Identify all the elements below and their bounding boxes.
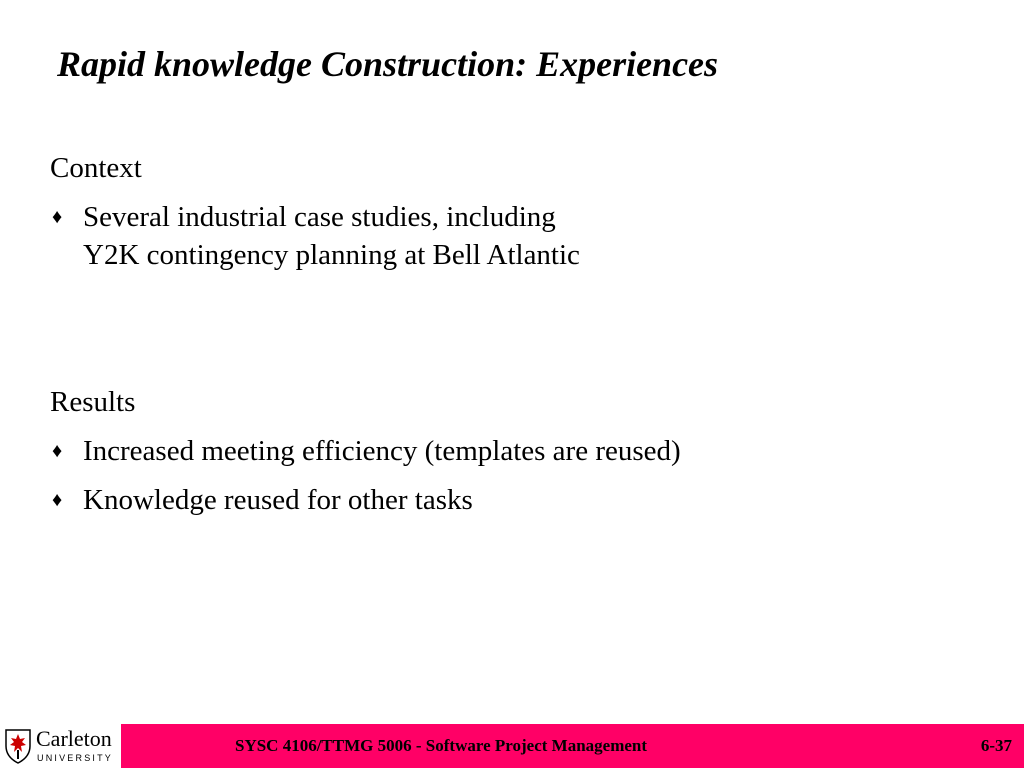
bullet-text bbox=[83, 198, 580, 274]
bullet-line: Several industrial case studies, including bbox=[83, 201, 556, 233]
bullet-line: Y2K contingency planning at Bell Atlantic bbox=[83, 239, 580, 271]
bullet-text bbox=[83, 432, 681, 470]
diamond-bullet-icon: ♦ bbox=[52, 489, 63, 511]
diamond-bullet-icon: ♦ bbox=[52, 206, 63, 228]
bullet-line: Knowledge reused for other tasks bbox=[83, 484, 473, 516]
diamond-bullet-icon: ♦ bbox=[52, 440, 63, 462]
section-heading-context: Context bbox=[50, 152, 142, 184]
logo-wordmark: Carleton bbox=[36, 726, 112, 751]
footer-course-title: SYSC 4106/TTMG 5006 - Software Project Management bbox=[235, 736, 648, 755]
shield-icon bbox=[4, 728, 32, 764]
carleton-logo bbox=[0, 724, 120, 768]
section-heading-results: Results bbox=[50, 386, 136, 418]
bullet-text bbox=[83, 481, 473, 519]
slide-title: Rapid knowledge Construction: Experiences bbox=[57, 44, 719, 84]
footer bbox=[0, 724, 1024, 768]
bullet-line: Increased meeting efficiency (templates are reused) bbox=[83, 435, 681, 467]
logo-subword: UNIVERSITY bbox=[37, 753, 114, 763]
footer-bar bbox=[121, 724, 1024, 768]
page-number: 6-37 bbox=[980, 736, 1012, 755]
